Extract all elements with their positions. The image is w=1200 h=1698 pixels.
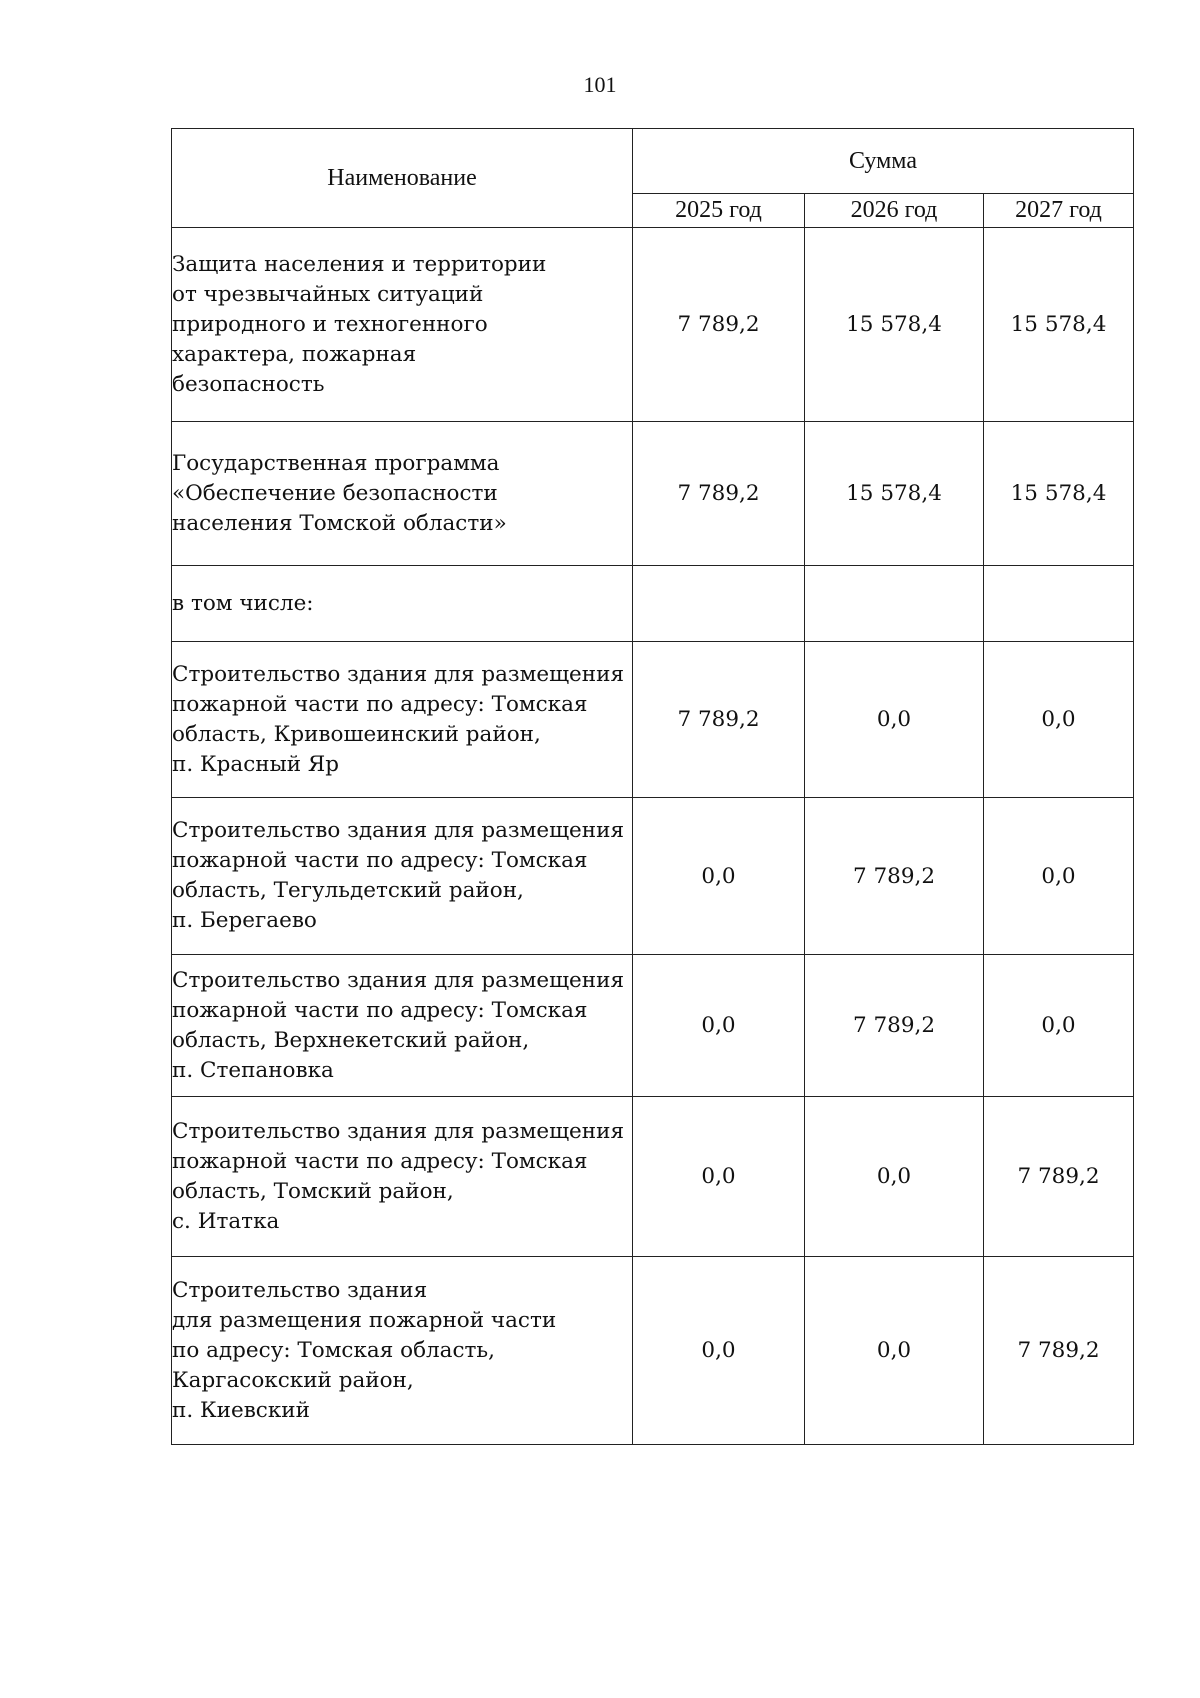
- row-value-2026: 15 578,4: [805, 228, 984, 422]
- row-value-2027: 0,0: [984, 955, 1134, 1097]
- row-name-cell: [172, 1097, 633, 1257]
- row-name-cell: [172, 1257, 633, 1445]
- row-value-2027: 15 578,4: [984, 228, 1134, 422]
- row-value-2025: 7 789,2: [633, 228, 805, 422]
- header-sum: Сумма: [633, 129, 1134, 194]
- table-row: [172, 422, 1134, 566]
- table-row: [172, 228, 1134, 422]
- row-name-cell: [172, 566, 633, 642]
- row-value-2026: 0,0: [805, 642, 984, 798]
- row-name-cell: [172, 422, 633, 566]
- row-value-2026: 0,0: [805, 1257, 984, 1445]
- row-value-2026: 7 789,2: [805, 955, 984, 1097]
- row-value-2027: 7 789,2: [984, 1097, 1134, 1257]
- row-value-2025: 0,0: [633, 1097, 805, 1257]
- table-row: [172, 955, 1134, 1097]
- budget-table: [171, 128, 1134, 1445]
- row-name-cell: [172, 955, 633, 1097]
- header-name: Наименование: [172, 129, 633, 228]
- header-year-2025: 2025 год: [633, 194, 805, 228]
- row-name-cell: [172, 798, 633, 955]
- row-name: Строительство здания для размещения пожарной части по адресу: Томская область, Каргасокский район, п. Киевский: [172, 1277, 557, 1423]
- row-value-2026: [805, 566, 984, 642]
- row-name: Строительство здания для размещения пожарной части по адресу: Томская область, Тегульдетский район, п. Берегаево: [172, 818, 625, 933]
- table-row: [172, 566, 1134, 642]
- table-header-row: [172, 129, 1134, 194]
- row-value-2025: 0,0: [633, 798, 805, 955]
- table-row: [172, 798, 1134, 955]
- row-value-2025: 0,0: [633, 955, 805, 1097]
- table-row: [172, 1097, 1134, 1257]
- row-name: в том числе:: [172, 590, 314, 616]
- row-value-2026: 15 578,4: [805, 422, 984, 566]
- row-value-2027: 0,0: [984, 642, 1134, 798]
- row-value-2027: 0,0: [984, 798, 1134, 955]
- row-value-2025: [633, 566, 805, 642]
- row-value-2027: [984, 566, 1134, 642]
- row-name-cell: [172, 642, 633, 798]
- header-year-2026: 2026 год: [805, 194, 984, 228]
- table-row: [172, 1257, 1134, 1445]
- page-number: 101: [583, 72, 617, 97]
- row-name: Защита населения и территории от чрезвычайных ситуаций природного и техногенного характера, пожарная безопасность: [172, 251, 547, 397]
- row-name: Строительство здания для размещения пожарной части по адресу: Томская область, Верхнекетский район, п. Степановка: [172, 967, 625, 1083]
- row-name: Строительство здания для размещения пожарной части по адресу: Томская область, Кривошеинский район, п. Красный Яр: [172, 661, 625, 777]
- row-value-2025: 7 789,2: [633, 422, 805, 566]
- row-value-2026: 0,0: [805, 1097, 984, 1257]
- row-value-2025: 7 789,2: [633, 642, 805, 798]
- row-value-2026: 7 789,2: [805, 798, 984, 955]
- row-name-cell: [172, 228, 633, 422]
- row-name: Строительство здания для размещения пожарной части по адресу: Томская область, Томский район, с. Итатка: [172, 1118, 625, 1234]
- row-value-2027: 15 578,4: [984, 422, 1134, 566]
- row-name: Государственная программа «Обеспечение безопасности населения Томской области»: [172, 450, 507, 536]
- row-value-2025: 0,0: [633, 1257, 805, 1445]
- row-value-2027: 7 789,2: [984, 1257, 1134, 1445]
- header-year-2027: 2027 год: [984, 194, 1134, 228]
- table-row: [172, 642, 1134, 798]
